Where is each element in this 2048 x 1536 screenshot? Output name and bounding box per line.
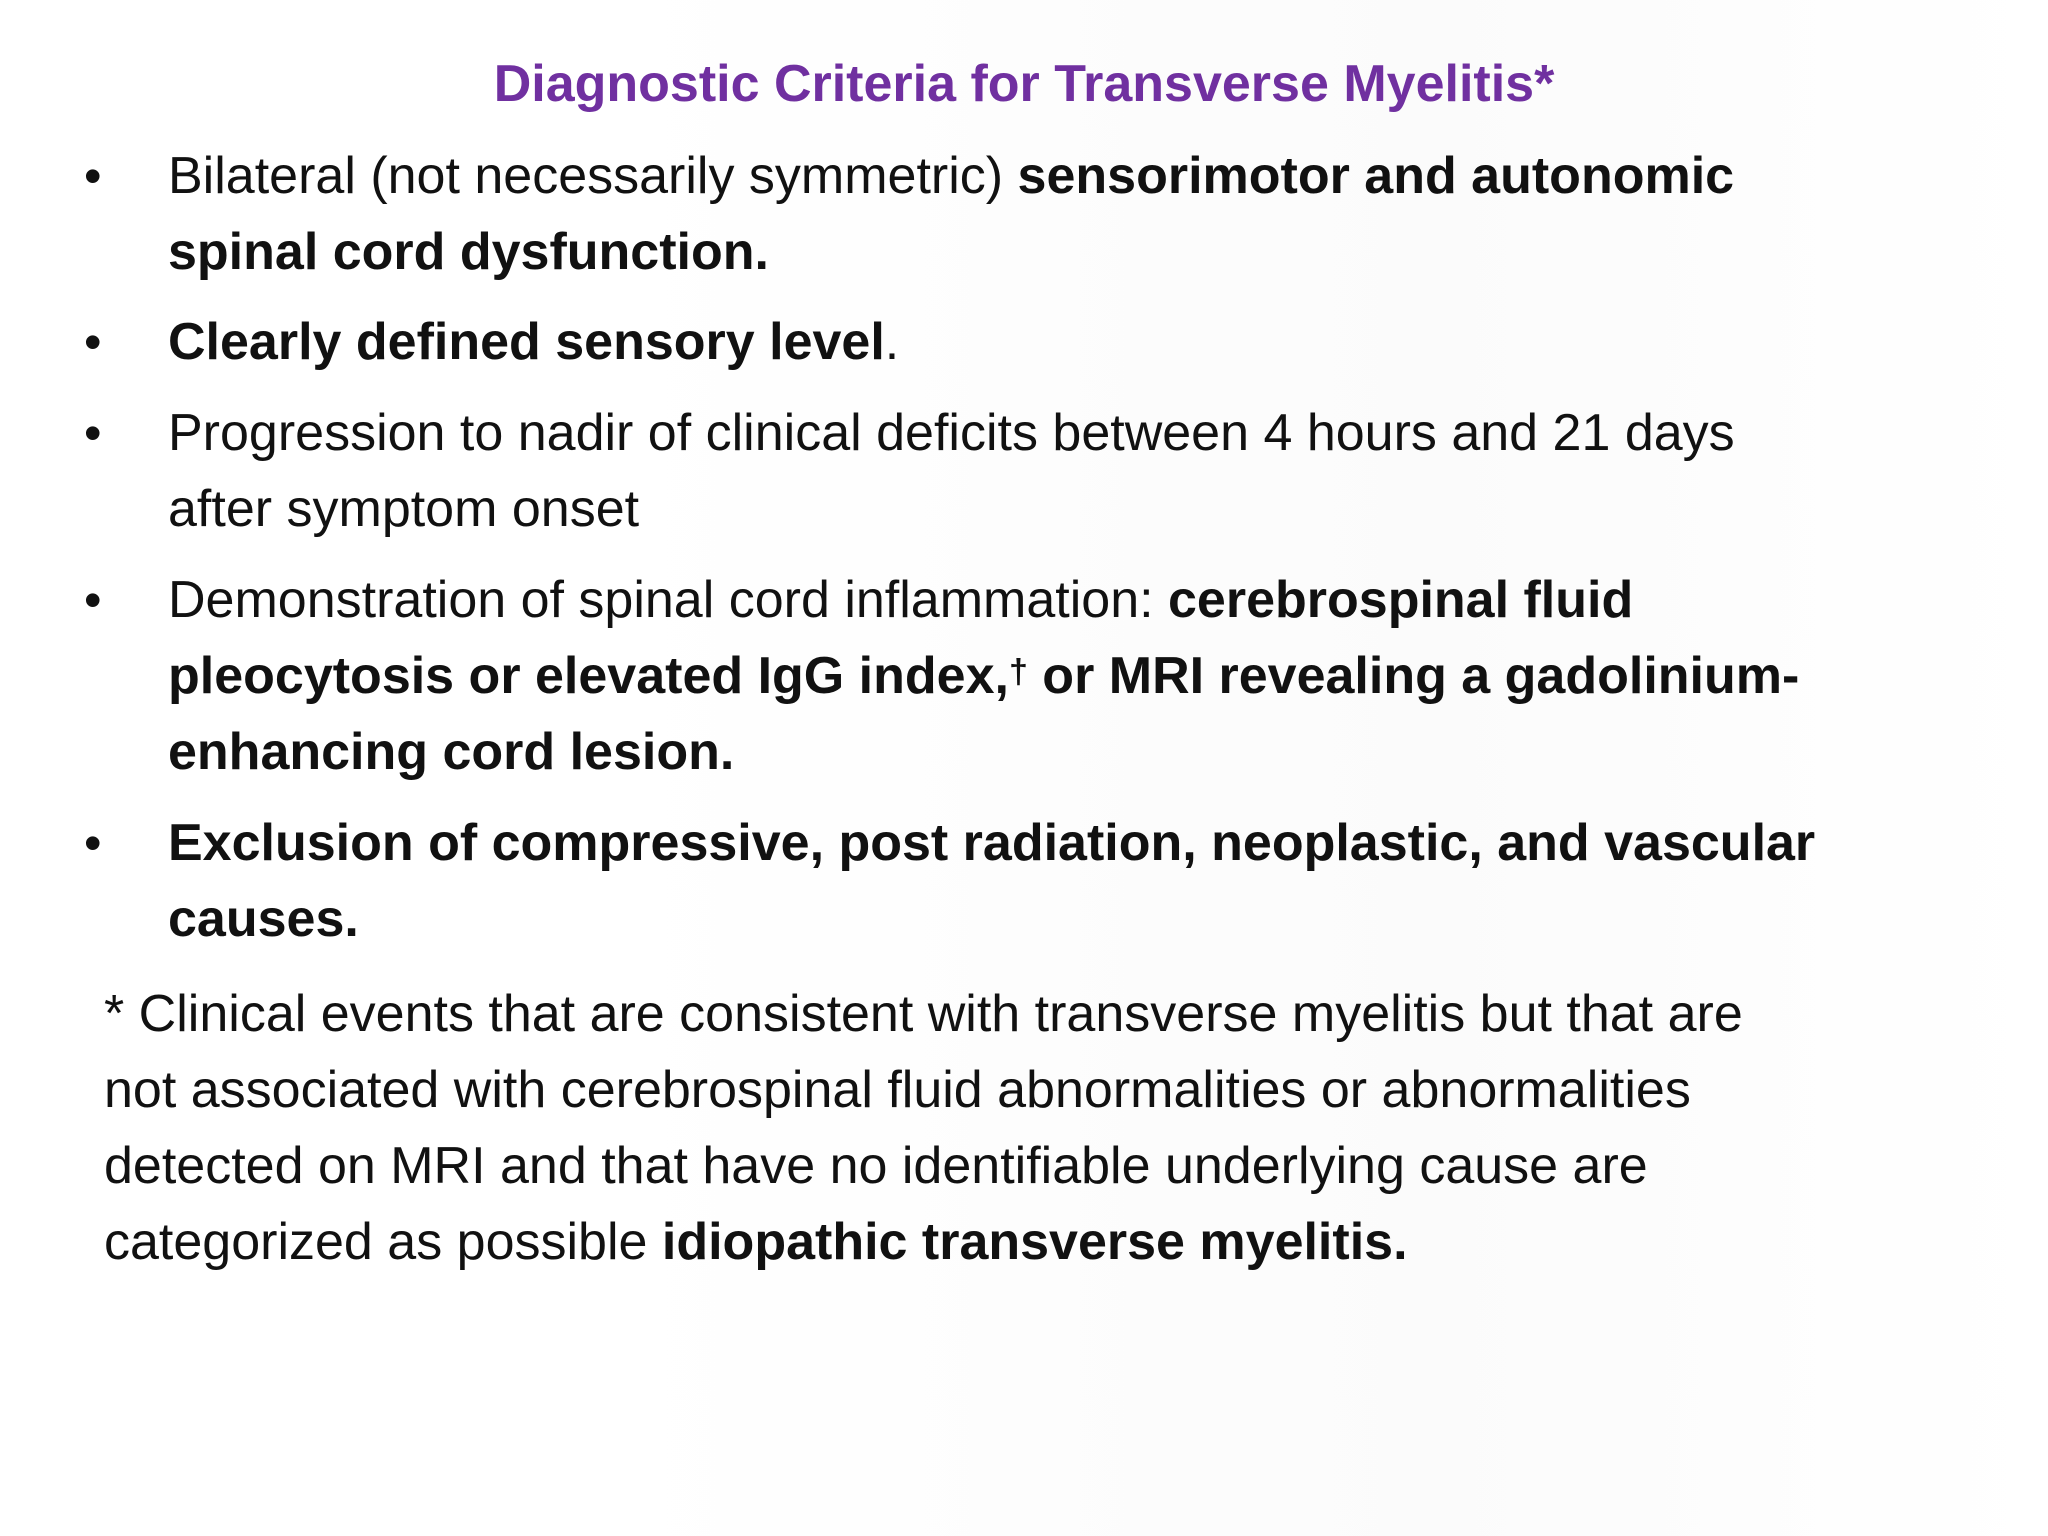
criteria-line	[168, 638, 2008, 714]
criteria-text	[168, 805, 2008, 957]
criteria-text	[168, 304, 2008, 380]
criteria-text-normal: .	[884, 313, 900, 371]
criteria-line	[168, 714, 2008, 790]
criteria-line: after symptom onset	[168, 480, 640, 538]
criteria-line	[168, 138, 2008, 214]
slide-title: Diagnostic Criteria for Transverse Myelitis*	[493, 55, 1555, 113]
criteria-text	[168, 395, 2008, 547]
bullet-marker: •	[84, 148, 102, 204]
criteria-text-bold: enhancing cord lesion.	[168, 723, 735, 781]
footnote-line: not associated with cerebrospinal fluid abnormalities or abnormalities	[104, 1061, 1691, 1119]
criteria-line: Progression to nadir of clinical deficits between 4 hours and 21 days	[168, 404, 1735, 462]
footnote	[104, 976, 1984, 1280]
criteria-text-bold: spinal cord dysfunction.	[168, 223, 769, 281]
criteria-text-bold: sensorimotor and autonomic	[1017, 147, 1735, 205]
criteria-text-bold: cerebrospinal fluid	[1168, 571, 1634, 629]
bullet-marker: •	[84, 405, 102, 461]
criteria-text-bold: Clearly defined sensory level	[168, 313, 885, 371]
footnote-line: * Clinical events that are consistent with transverse myelitis but that are	[104, 985, 1743, 1043]
criteria-line	[168, 805, 2008, 881]
criteria-text-bold: causes.	[168, 890, 359, 948]
dagger-footnote-mark: †	[1008, 653, 1028, 691]
footnote-text-normal: categorized as possible	[104, 1213, 662, 1271]
criteria-line	[168, 562, 2008, 638]
criteria-text-normal: Bilateral (not necessarily symmetric)	[168, 147, 1018, 205]
criteria-line	[168, 304, 2008, 380]
criteria-text-bold: Exclusion of compressive, post radiation, neoplastic, and vascular	[168, 814, 1816, 872]
footnote-line: detected on MRI and that have no identifiable underlying cause are	[104, 1137, 1648, 1195]
criteria-text-bold: or MRI revealing a gadolinium-	[1027, 647, 1800, 705]
criteria-text	[168, 562, 2008, 790]
criteria-line	[168, 214, 2008, 290]
bullet-marker: •	[84, 815, 102, 871]
criteria-text	[168, 138, 2008, 290]
footnote-text-bold: idiopathic transverse myelitis.	[661, 1213, 1408, 1271]
bullet-marker: •	[84, 572, 102, 628]
criteria-text-normal: Demonstration of spinal cord inflammation:	[168, 571, 1169, 629]
criteria-text-bold: pleocytosis or elevated IgG index,	[168, 647, 1009, 705]
criteria-line	[168, 881, 2008, 957]
bullet-marker: •	[84, 314, 102, 370]
footnote-line	[104, 1204, 1984, 1280]
